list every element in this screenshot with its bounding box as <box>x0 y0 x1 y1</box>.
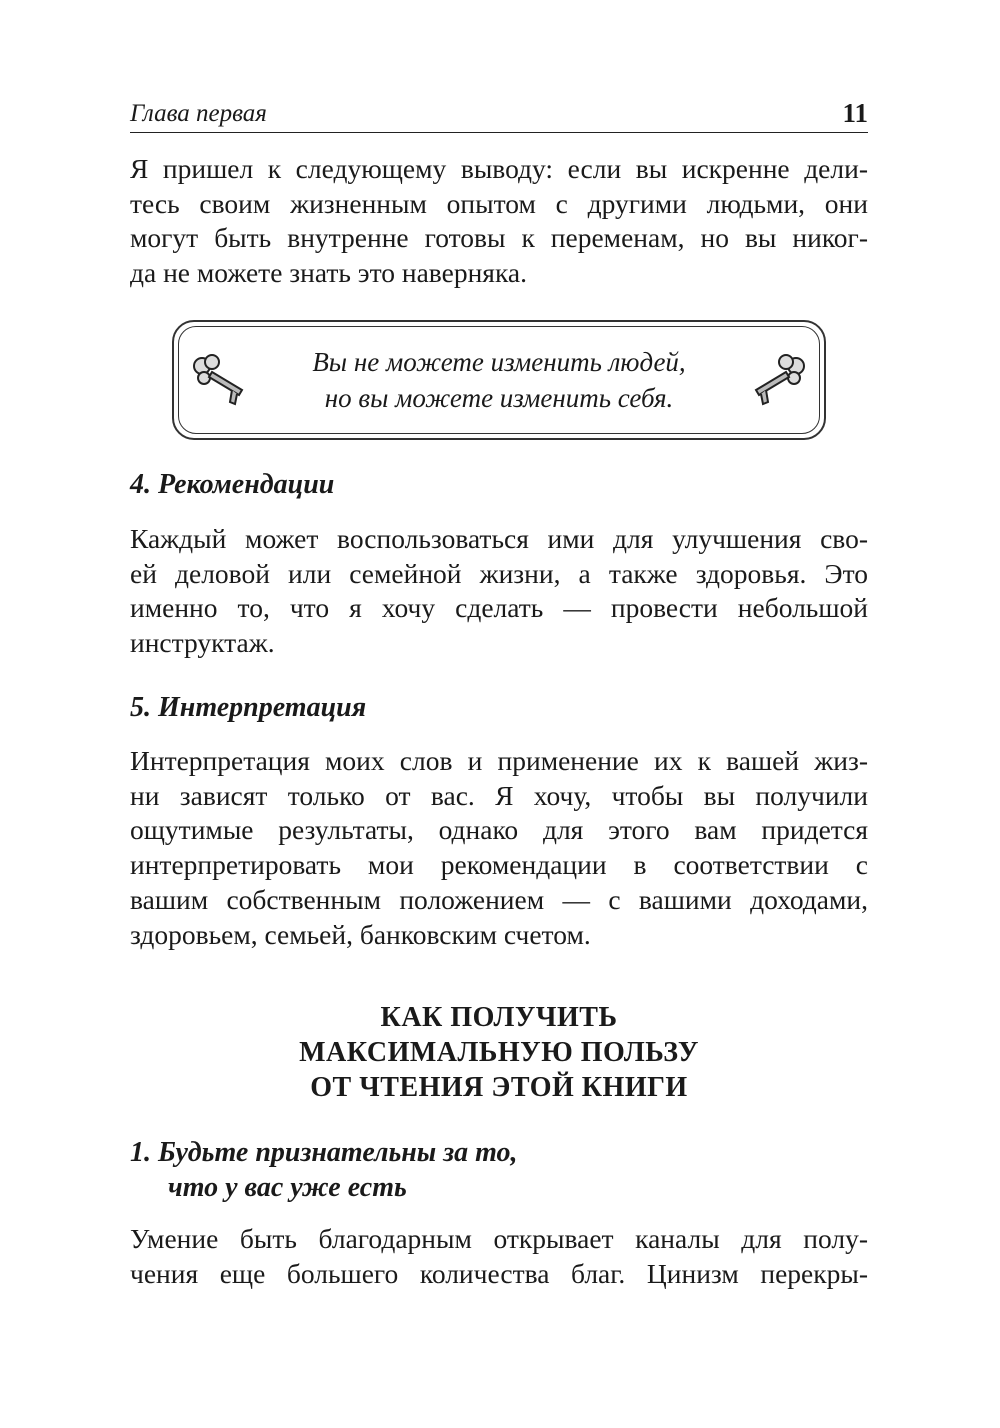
line: вашим собственным положением — с вашими доходами, <box>130 883 868 915</box>
line: Интерпретация моих слов и применение их к вашей жиз- <box>130 745 868 776</box>
line: здоровьем, семьей, банковским счетом. <box>130 918 591 950</box>
key-icon <box>748 352 808 412</box>
line: тесь своим жизненным опытом с другими людьми, они <box>130 187 868 219</box>
running-header <box>130 98 868 133</box>
heading-line: 1. Будьте признательны за то, <box>130 1137 518 1168</box>
line: интерпретировать мои рекомендации в соответствии с <box>130 849 868 881</box>
line: именно то, что я хочу сделать — провести небольшой <box>130 592 868 624</box>
line: ни зависят только от вас. Я хочу, чтобы вы получили <box>130 779 868 811</box>
line: Умение быть благодарным открывает каналы для полу- <box>130 1223 868 1254</box>
heading-interpretation: 5. Интерпретация <box>130 692 367 723</box>
line: ей деловой или семейной жизни, а также здоровья. Это <box>130 557 868 589</box>
line: да не можете знать это наверняка. <box>130 257 527 289</box>
title-line: МАКСИМАЛЬНУЮ ПОЛЬЗУ <box>299 1037 699 1068</box>
line: чения еще большего количества благ. Цинизм перекры- <box>130 1257 868 1289</box>
quote-box <box>172 320 826 440</box>
quote-line-1: Вы не можете изменить людей, <box>312 347 686 377</box>
heading-recommendations: 4. Рекомендации <box>130 469 335 500</box>
paragraph-2 <box>130 522 868 661</box>
paragraph-1 <box>130 152 868 291</box>
paragraph-4 <box>130 1222 868 1291</box>
chapter-title: Глава первая <box>130 100 267 127</box>
section-title <box>130 1000 868 1105</box>
line: инструктаж. <box>130 627 275 659</box>
line: ощутимые результаты, однако для этого вам придется <box>130 814 868 846</box>
heading-gratitude <box>130 1135 868 1205</box>
paragraph-3 <box>130 744 868 952</box>
page-number: 11 <box>842 98 868 128</box>
quote-line-2: но вы можете изменить себя. <box>324 383 674 413</box>
title-line: КАК ПОЛУЧИТЬ <box>380 1002 618 1033</box>
title-line: ОТ ЧТЕНИЯ ЭТОЙ КНИГИ <box>310 1072 688 1103</box>
heading-line: что у вас уже есть <box>168 1172 407 1203</box>
line: могут быть внутренне готовы к переменам, но вы никог- <box>130 222 868 254</box>
line: Я пришел к следующему выводу: если вы искренне дели- <box>130 153 868 184</box>
line: Каждый может воспользоваться ими для улучшения сво- <box>130 523 868 554</box>
